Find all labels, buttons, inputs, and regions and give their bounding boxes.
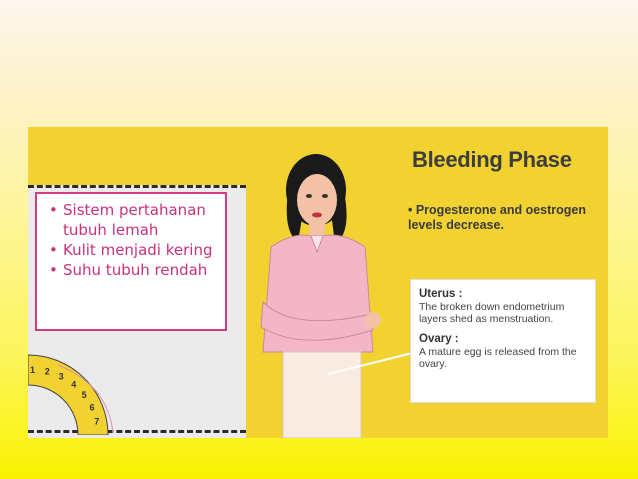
hormone-bullet: • Progesterone and oestrogen levels decrease. bbox=[408, 203, 587, 232]
woman-illustration bbox=[253, 152, 393, 438]
wheel-number: 6 bbox=[89, 402, 95, 413]
symptom-item: • Suhu tubuh rendah bbox=[63, 260, 219, 280]
wheel-number: 7 bbox=[94, 416, 100, 427]
image-title: Bleeding Phase bbox=[412, 147, 572, 172]
info-box bbox=[410, 279, 596, 403]
wheel-number: 4 bbox=[71, 379, 77, 390]
wheel-number: 2 bbox=[44, 366, 50, 377]
dashed-line-top bbox=[28, 185, 246, 188]
ovary-heading: Ovary : bbox=[419, 333, 459, 345]
symptom-list-box bbox=[35, 192, 227, 331]
symptom-item: • Kulit menjadi kering bbox=[63, 240, 219, 260]
wheel-number: 5 bbox=[81, 389, 87, 400]
symptom-list bbox=[45, 200, 219, 280]
uterus-text: The broken down endometrium layers shed as menstruation. bbox=[419, 301, 565, 325]
symptom-item: • Sistem pertahanan tubuh lemah bbox=[63, 200, 219, 240]
wheel-number: 1 bbox=[30, 365, 36, 375]
wheel-number: 3 bbox=[58, 371, 64, 382]
cycle-wheel-icon bbox=[28, 345, 118, 435]
ovary-text: A mature egg is released from the ovary. bbox=[419, 346, 577, 370]
uterus-heading: Uterus : bbox=[419, 288, 463, 300]
